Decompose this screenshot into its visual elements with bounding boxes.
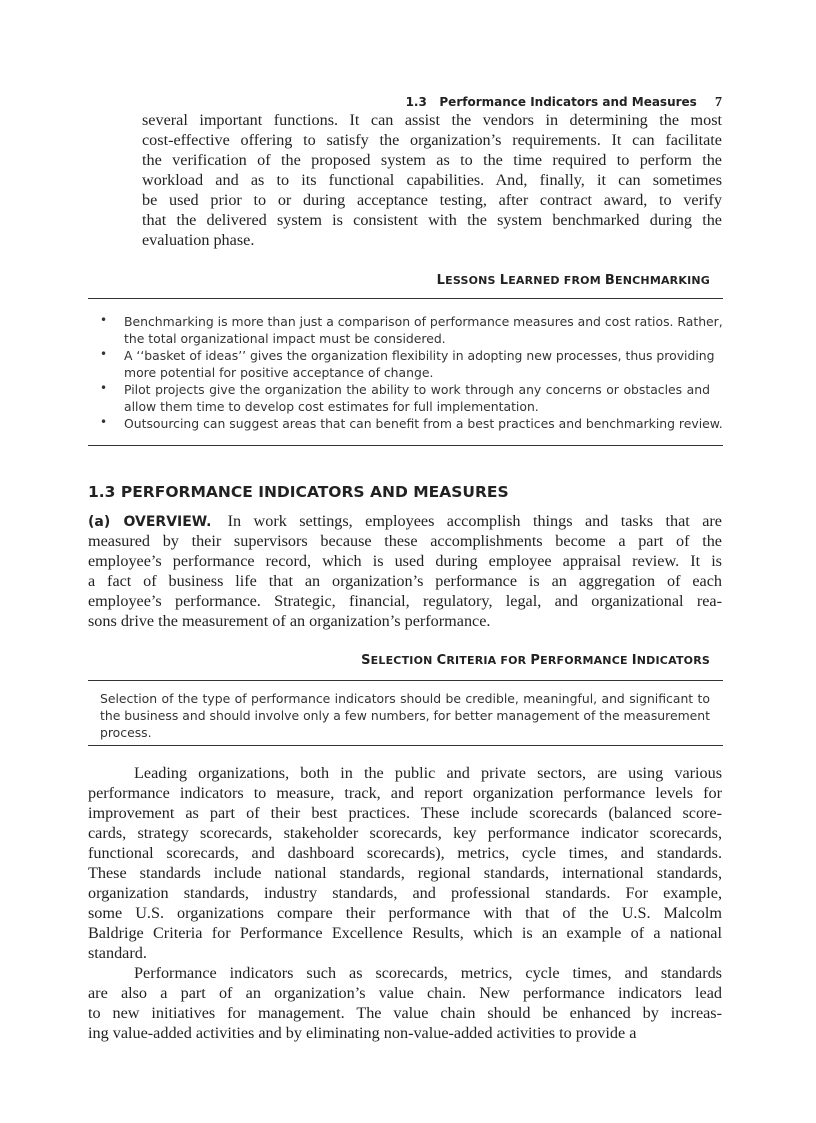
text-line: Performance indicators such as scorecards, metrics, cycle times, and standards [134, 964, 722, 982]
running-head [406, 95, 722, 111]
bullet-icon: • [100, 313, 108, 327]
text-line: performance indicators to measure, track, and report organization performance levels for [88, 784, 722, 802]
text-line: Leading organizations, both in the public and private sectors, are using various [134, 764, 722, 782]
text-line: In work settings, employees accomplish things and tasks that are [227, 512, 722, 530]
text-line: cost-effective offering to satisfy the organization’s requirements. It can facilitate [142, 131, 722, 149]
text-line: Baldrige Criteria for Performance Excellence Results, which is an example of a national [88, 924, 722, 942]
list-item [100, 313, 723, 347]
text-line: a fact of business life that an organization’s performance is an aggregation of each [88, 572, 722, 590]
text-line: cards, strategy scorecards, stakeholder scorecards, key performance indicator scorecards, [88, 824, 722, 842]
text-line: employee’s performance. Strategic, financial, regulatory, legal, and organizational rea- [88, 592, 722, 610]
bullet-icon: • [100, 347, 108, 361]
running-head-title: Performance Indicators and Measures [439, 95, 697, 109]
text-line: Pilot projects give the organization the ability to work through any concerns or obstacles and [124, 382, 710, 397]
leading-paragraph [88, 763, 722, 963]
text-line: the business and should involve only a few numbers, for better management of the measurement [100, 708, 710, 723]
text-line: improvement as part of their best practices. These include scorecards (balanced score- [88, 804, 722, 822]
page-number: 7 [715, 95, 722, 110]
text-line: Outsourcing can suggest areas that can benefit from a best practices and benchmarking review. [124, 416, 723, 431]
bullet-icon: • [100, 381, 108, 395]
lessons-bullet-list [100, 313, 723, 432]
text-line: Selection of the type of performance indicators should be credible, meaningful, and significant to [100, 691, 710, 706]
text-line: the total organizational impact must be considered. [124, 331, 446, 346]
overview-first-line [88, 511, 722, 531]
list-item [100, 415, 723, 432]
list-item [100, 347, 715, 381]
text-line: be used prior to or during acceptance testing, after contract award, to verify [142, 191, 722, 209]
text-line: the verification of the proposed system as to the time required to perform the [142, 151, 722, 169]
selection-box-title: SELECTION CRITERIA FOR PERFORMANCE INDICATORS [361, 653, 710, 668]
text-line: functional scorecards, and dashboard scorecards), metrics, cycle times, and standards. [88, 844, 722, 862]
text-line: These standards include national standards, regional standards, international standards, [88, 864, 722, 882]
text-line: sons drive the measurement of an organization’s performance. [88, 612, 491, 630]
divider [88, 445, 723, 446]
text-line: workload and as to its functional capabilities. And, finally, it can sometimes [142, 171, 722, 189]
text-line: ing value-added activities and by eliminating non-value-added activities to provide a [88, 1024, 637, 1042]
divider [88, 680, 723, 681]
bullet-icon: • [100, 415, 108, 429]
text-line: evaluation phase. [142, 231, 255, 249]
divider [88, 745, 723, 746]
text-line: to new initiatives for management. The value chain should be enhanced by increas- [88, 1004, 722, 1022]
overview-paragraph [88, 511, 722, 631]
indicators-paragraph [88, 963, 722, 1043]
text-line: several important functions. It can assist the vendors in determining the most [142, 111, 722, 129]
text-line: organization standards, industry standards, and professional standards. For example, [88, 884, 722, 902]
text-line: employee’s performance record, which is used during employee appraisal review. It is [88, 552, 722, 570]
text-line: that the delivered system is consistent with the system benchmarked during the [142, 211, 722, 229]
text-line: A ‘‘basket of ideas’’ gives the organization flexibility in adopting new processes, thus providing [124, 348, 715, 363]
text-line: allow them time to develop cost estimates for full implementation. [124, 399, 539, 414]
overview-label: (a) OVERVIEW. [88, 514, 212, 530]
text-line: measured by their supervisors because these accomplishments become a part of the [88, 532, 722, 550]
section-heading: 1.3 PERFORMANCE INDICATORS AND MEASURES [88, 483, 509, 501]
text-line: standard. [88, 944, 147, 962]
text-line: some U.S. organizations compare their performance with that of the U.S. Malcolm [88, 904, 722, 922]
text-line: more potential for positive acceptance of change. [124, 365, 434, 380]
text-line: Benchmarking is more than just a comparison of performance measures and cost ratios. Rather, [124, 314, 723, 329]
list-item [100, 381, 710, 415]
text-line: process. [100, 725, 152, 740]
intro-paragraph [142, 110, 722, 250]
divider [88, 298, 723, 299]
text-line: are also a part of an organization’s value chain. New performance indicators lead [88, 984, 722, 1002]
selection-box-text [100, 690, 710, 741]
running-head-section: 1.3 [405, 95, 427, 109]
lessons-box-title: LESSONS LEARNED FROM BENCHMARKING [436, 273, 710, 288]
